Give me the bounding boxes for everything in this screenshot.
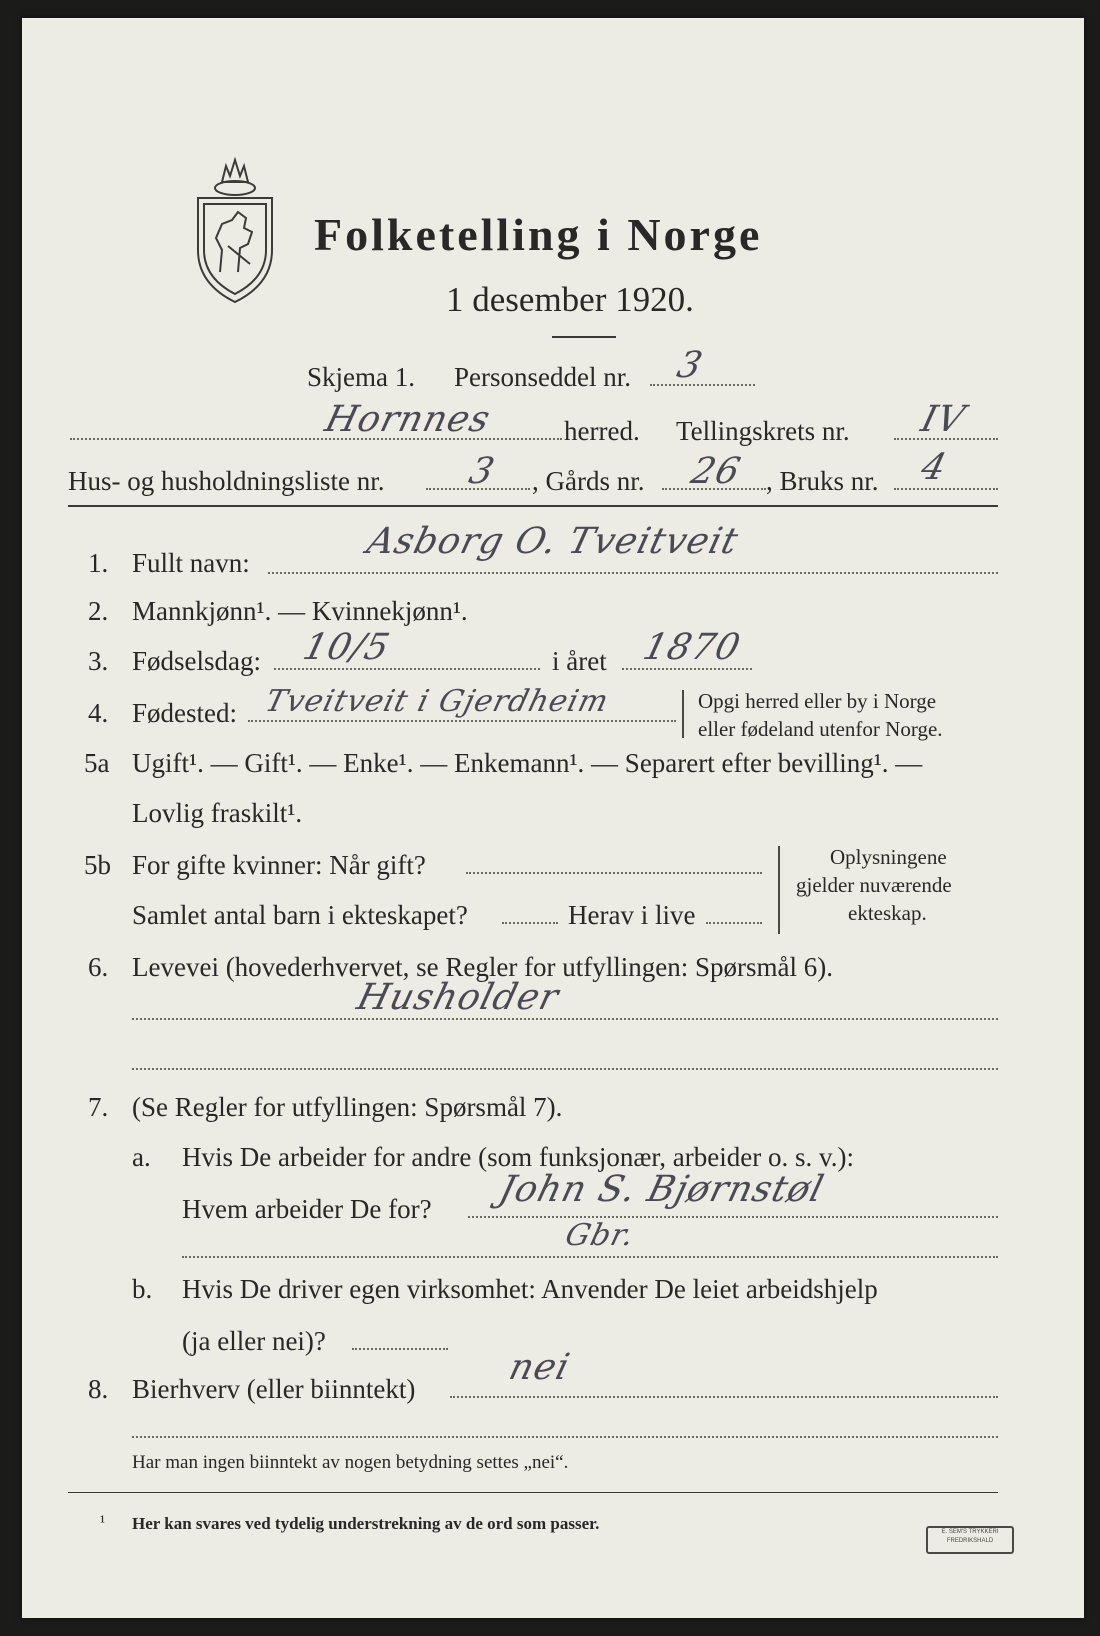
q3-day-line xyxy=(274,668,540,670)
footer-note: Har man ingen biinntekt av nogen betydning settes „nei“. xyxy=(132,1452,569,1473)
census-form-sheet xyxy=(22,18,1084,1618)
q7a-line1: Hvis De arbeider for andre (som funksjonær, arbeider o. s. v.): xyxy=(182,1142,854,1172)
q7b-letter: b. xyxy=(132,1274,153,1304)
q5b-alive-line xyxy=(706,922,762,924)
q2-label: Mannkjønn¹. — Kvinnekjønn¹. xyxy=(132,596,468,626)
q7b-line1: Hvis De driver egen virksomhet: Anvender De leiet arbeidshjelp xyxy=(182,1274,878,1304)
q5b-number: 5b xyxy=(84,850,111,880)
q3-year-line xyxy=(622,668,752,670)
q5a-line2: Lovlig fraskilt¹. xyxy=(132,798,303,828)
q4-note-brace xyxy=(682,690,694,738)
gards-value: 26 xyxy=(687,451,746,492)
q3-number: 3. xyxy=(88,646,109,676)
q1-number: 1. xyxy=(88,548,109,578)
bruks-line xyxy=(894,488,998,490)
q8-line2 xyxy=(132,1436,998,1438)
q8-line1 xyxy=(450,1396,998,1398)
q5b-alive-label: Herav i live xyxy=(568,900,696,930)
q6-value: Husholder xyxy=(353,977,564,1018)
bruks-value: 4 xyxy=(917,447,952,488)
q5b-children-label: Samlet antal barn i ekteskapet? xyxy=(132,900,468,930)
q4-line xyxy=(248,720,676,722)
q7a-value2: Gbr. xyxy=(561,1218,639,1253)
q4-note-line2: eller fødeland utenfor Norge. xyxy=(698,717,943,741)
q7a-line2: Hvem arbeider De for? xyxy=(182,1194,432,1224)
q7-label: (Se Regler for utfyllingen: Spørsmål 7). xyxy=(132,1092,563,1122)
personseddel-line xyxy=(650,384,755,386)
tellingskrets-label: Tellingskrets nr. xyxy=(676,416,850,446)
q3-year-label: i året xyxy=(552,646,607,676)
q7b-line2: (ja eller nei)? xyxy=(182,1326,326,1356)
q5b-children-line xyxy=(502,922,558,924)
title-divider xyxy=(552,336,616,338)
q7-number: 7. xyxy=(88,1092,109,1122)
q5b-married-line xyxy=(466,872,762,874)
personseddel-label: Personseddel nr. xyxy=(454,362,631,392)
q5b-note-brace xyxy=(778,846,790,934)
q7a-line xyxy=(468,1216,998,1218)
footnote-mark: ¹ xyxy=(100,1512,106,1531)
q3-label: Fødselsdag: xyxy=(132,646,262,676)
herred-label: herred. xyxy=(564,416,640,446)
footnote-text: Her kan svares ved tydelig understrekning av de ord som passer. xyxy=(132,1514,600,1533)
q4-number: 4. xyxy=(88,698,109,728)
q7a-letter: a. xyxy=(132,1142,151,1172)
q6-label: Levevei (hovederhvervet, se Regler for utfyllingen: Spørsmål 6). xyxy=(132,952,834,982)
q5a-number: 5a xyxy=(84,748,110,778)
q5b-note-line2: gjelder nuværende xyxy=(796,873,952,897)
q6-number: 6. xyxy=(88,952,109,982)
q5b-note-line3: ekteskap. xyxy=(848,901,927,925)
q8-label: Bierhverv (eller biinntekt) xyxy=(132,1374,416,1404)
form-title: Folketelling i Norge xyxy=(314,209,763,260)
q4-label: Fødested: xyxy=(132,698,237,728)
q6-line1 xyxy=(132,1018,998,1020)
q3-year-value: 1870 xyxy=(639,627,745,668)
skjema-label: Skjema 1. xyxy=(307,362,415,392)
tellingskrets-value: IV xyxy=(917,399,970,440)
q7b-line xyxy=(352,1348,448,1350)
printer-stamp: E. SEM'S TRYKKERI FREDRIKSHALD xyxy=(926,1526,1014,1554)
q5a-line1: Ugift¹. — Gift¹. — Enke¹. — Enkemann¹. — Separert efter bevilling¹. — xyxy=(132,748,923,778)
q7a-value1: John S. Bjørnstøl xyxy=(495,1169,829,1210)
footer-rule xyxy=(68,1492,998,1493)
herred-value: Hornnes xyxy=(321,399,495,440)
husholdning-label: Hus- og husholdningsliste nr. xyxy=(68,466,385,496)
q4-note-line1: Opgi herred eller by i Norge xyxy=(698,689,937,713)
coat-of-arms-emblem xyxy=(192,154,278,306)
census-date: 1 desember 1920. xyxy=(446,280,694,319)
header-rule xyxy=(68,505,998,507)
husholdning-value: 3 xyxy=(465,451,500,492)
q2-number: 2. xyxy=(88,596,109,626)
q1-line xyxy=(268,572,998,574)
gards-label: , Gårds nr. xyxy=(532,466,645,496)
personseddel-value: 3 xyxy=(673,345,708,386)
q5b-note-line1: Oplysningene xyxy=(830,845,947,869)
bruks-label: , Bruks nr. xyxy=(766,466,879,496)
q8-number: 8. xyxy=(88,1374,109,1404)
q8-value: nei xyxy=(505,1347,575,1388)
q6-line2 xyxy=(132,1068,998,1070)
q5b-line1: For gifte kvinner: Når gift? xyxy=(132,850,426,880)
q1-label: Fullt navn: xyxy=(132,548,250,578)
q7a-line-second xyxy=(182,1256,998,1258)
q1-value: Asborg O. Tveitveit xyxy=(363,521,743,562)
q4-value: Tveitveit i Gjerdheim xyxy=(261,684,613,719)
q3-value: 10/5 xyxy=(299,627,395,668)
herred-line xyxy=(70,438,562,440)
